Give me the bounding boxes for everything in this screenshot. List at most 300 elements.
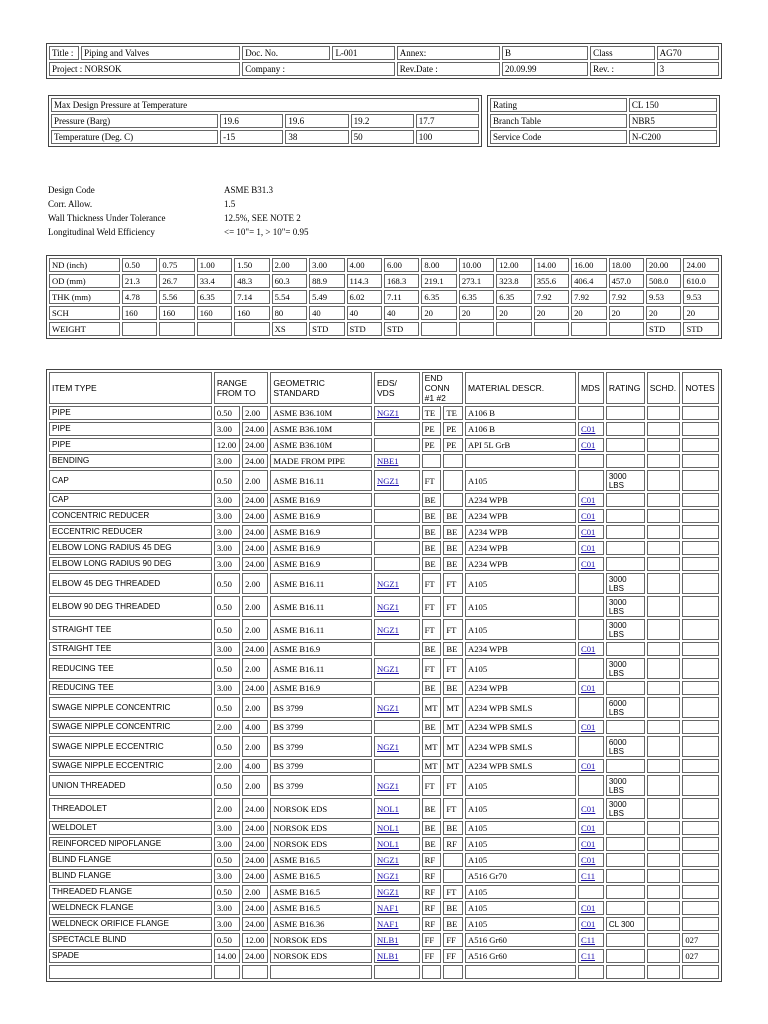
item-row: [49, 869, 719, 883]
material-cell: A105: [465, 837, 576, 851]
end-conn-1-cell: BE: [422, 493, 442, 507]
schd-cell: [647, 885, 681, 899]
mds-link-cell: [578, 681, 604, 695]
range-to-cell: 24.00: [242, 681, 268, 695]
size-cell: 10.00: [459, 258, 494, 272]
title-value: Piping and Valves: [81, 46, 240, 60]
range-from-cell: 14.00: [214, 949, 240, 963]
size-row-label: THK (mm): [49, 290, 120, 304]
rating-cell: [606, 869, 645, 883]
material-cell: A234 WPB: [465, 557, 576, 571]
mds-link-cell: [578, 509, 604, 523]
size-cell: 8.00: [421, 258, 456, 272]
corr-allow-row: [48, 197, 448, 211]
mds-link[interactable]: C01: [581, 803, 596, 814]
rating-cell: 3000 LBS: [606, 596, 645, 617]
rating-label: Rating: [490, 98, 627, 112]
geometric-standard-cell: ASME B16.5: [270, 885, 372, 899]
eds-link[interactable]: NBE1: [377, 456, 399, 466]
material-cell: A105: [465, 658, 576, 679]
notes-cell: [682, 525, 719, 539]
range-to-cell: 24.00: [242, 438, 268, 452]
range-from-cell: 2.00: [214, 798, 240, 819]
schd-cell: [647, 965, 681, 979]
item-row: [49, 438, 719, 452]
range-to-cell: 4.00: [242, 720, 268, 734]
pressure-row: [51, 114, 479, 128]
col-eds-vds-header: EDS/ VDS: [374, 372, 420, 404]
size-cell: 20: [459, 306, 494, 320]
range-from-cell: 3.00: [214, 541, 240, 555]
size-cell: 219.1: [421, 274, 456, 288]
mds-link[interactable]: C01: [581, 722, 596, 732]
schd-cell: [647, 821, 681, 835]
eds-link[interactable]: NAF1: [377, 903, 399, 913]
size-cell: 24.00: [683, 258, 719, 272]
mds-link-cell: [578, 933, 604, 947]
wall-thickness-label: Wall Thickness Under Tolerance: [48, 213, 166, 223]
geometric-standard-cell: NORSOK EDS: [270, 949, 372, 963]
mds-link-cell: [578, 720, 604, 734]
wall-thickness-value: 12.5%, SEE NOTE 2: [224, 213, 301, 223]
size-cell: 457.0: [609, 274, 644, 288]
range-to-cell: 12.00: [242, 933, 268, 947]
geometric-standard-cell: ASME B16.36: [270, 917, 372, 931]
eds-link-cell: [374, 697, 420, 718]
schd-cell: [647, 470, 681, 491]
doc-no-value: L-001: [332, 46, 394, 60]
mds-link-cell: [578, 885, 604, 899]
end-conn-2-cell: [443, 470, 463, 491]
eds-link-cell: [374, 949, 420, 963]
mds-link[interactable]: C01: [581, 855, 596, 865]
geometric-standard-cell: ASME B16.11: [270, 470, 372, 491]
mds-link[interactable]: C01: [581, 761, 596, 771]
eds-link[interactable]: NLB1: [377, 951, 399, 961]
material-cell: A234 WPB SMLS: [465, 720, 576, 734]
end-conn-2-cell: PE: [443, 422, 463, 436]
schd-cell: [647, 736, 681, 757]
end-conn-2-cell: BE: [443, 821, 463, 835]
eds-link[interactable]: NGZ1: [377, 578, 399, 589]
end-conn-1-cell: RF: [422, 853, 442, 867]
eds-link-cell: [374, 933, 420, 947]
mds-link-cell: [578, 821, 604, 835]
material-cell: A234 WPB: [465, 509, 576, 523]
range-to-cell: 24.00: [242, 454, 268, 468]
eds-link[interactable]: NGZ1: [377, 624, 399, 635]
rating-cell: 3000 LBS: [606, 798, 645, 819]
range-from-cell: 3.00: [214, 454, 240, 468]
schd-cell: [647, 422, 681, 436]
mds-link-cell: [578, 454, 604, 468]
item-type-cell: THREADED FLANGE: [49, 885, 212, 899]
pressure-table: [48, 95, 482, 147]
schd-cell: [647, 853, 681, 867]
notes-cell: [682, 470, 719, 491]
doc-no-label: Doc. No.: [242, 46, 330, 60]
eds-link-cell: [374, 642, 420, 656]
eds-link[interactable]: NOL1: [377, 803, 399, 814]
size-cell: 20: [534, 306, 569, 320]
eds-link[interactable]: NAF1: [377, 919, 399, 929]
pressure-label: Pressure (Barg): [51, 114, 218, 128]
pressure-value: 19.6: [220, 114, 283, 128]
mds-link-cell: [578, 949, 604, 963]
end-conn-1-cell: [422, 454, 442, 468]
pressure-heading: Max Design Pressure at Temperature: [51, 98, 479, 112]
notes-cell: [682, 454, 719, 468]
eds-link-cell: [374, 821, 420, 835]
mds-link[interactable]: C01: [581, 919, 596, 929]
range-from-cell: 0.50: [214, 573, 240, 594]
size-cell: 40: [309, 306, 344, 320]
eds-link-cell: [374, 965, 420, 979]
geometric-standard-cell: ASME B16.11: [270, 658, 372, 679]
geometric-standard-cell: ASME B16.5: [270, 869, 372, 883]
geometric-standard-cell: ASME B16.9: [270, 509, 372, 523]
mds-link[interactable]: C11: [581, 935, 596, 945]
range-from-cell: 0.50: [214, 470, 240, 491]
range-from-cell: 3.00: [214, 422, 240, 436]
mds-link[interactable]: C11: [581, 951, 596, 961]
eds-link[interactable]: NGZ1: [377, 601, 399, 612]
eds-link[interactable]: NGZ1: [377, 780, 399, 791]
item-type-cell: ELBOW 45 DEG THREADED: [49, 573, 212, 594]
size-cell: 406.4: [571, 274, 606, 288]
design-code-value: ASME B31.3: [224, 185, 274, 195]
eds-link-cell: [374, 885, 420, 899]
mds-link-cell: [578, 759, 604, 773]
company-label: Company :: [242, 62, 395, 76]
size-cell: 7.92: [534, 290, 569, 304]
rating-cell: [606, 541, 645, 555]
item-row: [49, 573, 719, 594]
mds-link[interactable]: C01: [581, 683, 596, 693]
range-to-cell: 2.00: [242, 885, 268, 899]
rating-cell: [606, 965, 645, 979]
eds-link[interactable]: NGZ1: [377, 702, 399, 713]
notes-cell: [682, 837, 719, 851]
end-conn-1-cell: RF: [422, 917, 442, 931]
material-cell: A106 B: [465, 406, 576, 420]
size-cell: 114.3: [347, 274, 382, 288]
mds-link[interactable]: C01: [581, 559, 596, 569]
rating-cell: [606, 853, 645, 867]
class-value: AG70: [657, 46, 719, 60]
mds-link-cell: [578, 798, 604, 819]
item-type-cell: SPADE: [49, 949, 212, 963]
material-cell: A516 Gr70: [465, 869, 576, 883]
mds-link[interactable]: C01: [581, 527, 596, 537]
geometric-standard-cell: ASME B16.9: [270, 493, 372, 507]
size-cell: STD: [683, 322, 719, 336]
mds-link[interactable]: C01: [581, 839, 596, 849]
notes-cell: [682, 821, 719, 835]
title-label: Title :: [49, 46, 79, 60]
item-type-cell: REINFORCED NIPOFLANGE: [49, 837, 212, 851]
end-conn-1-cell: TE: [422, 406, 442, 420]
size-row: [49, 306, 719, 320]
eds-link-cell: [374, 798, 420, 819]
end-conn-1-cell: FT: [422, 658, 442, 679]
mds-link[interactable]: C01: [581, 903, 596, 913]
size-cell: 160: [234, 306, 269, 320]
notes-cell: [682, 438, 719, 452]
mds-link[interactable]: C01: [581, 543, 596, 553]
size-cell: [609, 322, 644, 336]
temperature-value: -15: [220, 130, 283, 144]
eds-link[interactable]: NGZ1: [377, 887, 399, 897]
end-conn-2-cell: BE: [443, 901, 463, 915]
mds-link[interactable]: C11: [581, 871, 596, 881]
range-to-cell: 24.00: [242, 798, 268, 819]
rating-cell: 6000 LBS: [606, 736, 645, 757]
geometric-standard-cell: NORSOK EDS: [270, 837, 372, 851]
notes-cell: 027: [682, 949, 719, 963]
mds-link[interactable]: C01: [581, 511, 596, 521]
range-from-cell: [214, 965, 240, 979]
col-notes-header: NOTES: [682, 372, 719, 404]
mds-link[interactable]: C01: [581, 644, 596, 654]
end-conn-1-cell: BE: [422, 509, 442, 523]
item-type-cell: WELDNECK ORIFICE FLANGE: [49, 917, 212, 931]
item-row: [49, 837, 719, 851]
item-row: [49, 509, 719, 523]
item-type-cell: WELDOLET: [49, 821, 212, 835]
mds-link[interactable]: C01: [581, 440, 596, 450]
schd-cell: [647, 525, 681, 539]
class-label: Class: [590, 46, 655, 60]
annex-value: B: [502, 46, 588, 60]
items-header-row: [49, 372, 719, 404]
schd-cell: [647, 493, 681, 507]
notes-cell: [682, 885, 719, 899]
range-from-cell: 0.50: [214, 775, 240, 796]
eds-link[interactable]: NGZ1: [377, 408, 399, 418]
pressure-heading-row: [51, 98, 479, 112]
range-to-cell: 2.00: [242, 736, 268, 757]
eds-link[interactable]: NGZ1: [377, 871, 399, 881]
geometric-standard-cell: ASME B16.9: [270, 642, 372, 656]
mds-link[interactable]: C01: [581, 495, 596, 505]
geometric-standard-cell: ASME B36.10M: [270, 422, 372, 436]
eds-link[interactable]: NGZ1: [377, 663, 399, 674]
service-code-row: [490, 130, 717, 144]
rating-cell: [606, 454, 645, 468]
range-from-cell: 3.00: [214, 642, 240, 656]
material-cell: API 5L GrB: [465, 438, 576, 452]
range-to-cell: 24.00: [242, 509, 268, 523]
size-cell: 4.78: [122, 290, 157, 304]
item-row: [49, 681, 719, 695]
range-to-cell: 2.00: [242, 697, 268, 718]
size-cell: 48.3: [234, 274, 269, 288]
rating-value: CL 150: [629, 98, 717, 112]
item-type-cell: ELBOW LONG RADIUS 45 DEG: [49, 541, 212, 555]
rating-cell: 3000 LBS: [606, 470, 645, 491]
material-cell: A516 Gr60: [465, 949, 576, 963]
size-cell: 7.14: [234, 290, 269, 304]
mds-link-cell: [578, 596, 604, 617]
eds-link-cell: [374, 557, 420, 571]
size-cell: 355.6: [534, 274, 569, 288]
size-cell: 88.9: [309, 274, 344, 288]
range-to-cell: 24.00: [242, 557, 268, 571]
material-cell: A105: [465, 775, 576, 796]
range-from-cell: 0.50: [214, 853, 240, 867]
schd-cell: [647, 642, 681, 656]
eds-link-cell: [374, 619, 420, 640]
size-cell: XS: [272, 322, 307, 336]
end-conn-2-cell: FT: [443, 573, 463, 594]
eds-link[interactable]: NGZ1: [377, 741, 399, 752]
item-row: [49, 949, 719, 963]
schd-cell: [647, 949, 681, 963]
eds-link-cell: [374, 658, 420, 679]
end-conn-1-cell: BE: [422, 837, 442, 851]
size-cell: [459, 322, 494, 336]
end-conn-2-cell: FT: [443, 658, 463, 679]
geometric-standard-cell: BS 3799: [270, 736, 372, 757]
size-cell: 40: [347, 306, 382, 320]
material-cell: A234 WPB SMLS: [465, 759, 576, 773]
eds-link[interactable]: NOL1: [377, 823, 399, 833]
schd-cell: [647, 759, 681, 773]
schd-cell: [647, 775, 681, 796]
item-type-cell: BENDING: [49, 454, 212, 468]
pressure-value: 19.2: [351, 114, 414, 128]
size-cell: 6.35: [197, 290, 232, 304]
geometric-standard-cell: NORSOK EDS: [270, 798, 372, 819]
size-cell: 273.1: [459, 274, 494, 288]
size-cell: 26.7: [159, 274, 194, 288]
size-cell: 12.00: [496, 258, 531, 272]
schd-cell: [647, 573, 681, 594]
schd-cell: [647, 541, 681, 555]
rating-cell: [606, 681, 645, 695]
schd-cell: [647, 509, 681, 523]
size-row: [49, 274, 719, 288]
end-conn-1-cell: BE: [422, 681, 442, 695]
eds-link[interactable]: NLB1: [377, 935, 399, 945]
size-row: [49, 322, 719, 336]
col-range-header: RANGE FROM TO: [214, 372, 269, 404]
weld-efficiency-label: Longitudinal Weld Efficiency: [48, 227, 155, 237]
end-conn-1-cell: FT: [422, 470, 442, 491]
size-cell: 0.50: [122, 258, 157, 272]
item-type-cell: STRAIGHT TEE: [49, 619, 212, 640]
item-type-cell: ELBOW LONG RADIUS 90 DEG: [49, 557, 212, 571]
item-row: [49, 736, 719, 757]
mds-link-cell: [578, 619, 604, 640]
range-from-cell: 12.00: [214, 438, 240, 452]
item-row: [49, 596, 719, 617]
end-conn-1-cell: FF: [422, 933, 442, 947]
item-type-cell: SWAGE NIPPLE ECCENTRIC: [49, 759, 212, 773]
geometric-standard-cell: ASME B16.11: [270, 573, 372, 594]
size-cell: [197, 322, 232, 336]
rating-cell: [606, 642, 645, 656]
size-row-label: ND (inch): [49, 258, 120, 272]
schd-cell: [647, 406, 681, 420]
range-from-cell: 2.00: [214, 759, 240, 773]
size-cell: 33.4: [197, 274, 232, 288]
rev-date-value: 20.09.99: [502, 62, 588, 76]
eds-link-cell: [374, 853, 420, 867]
col-material-header: MATERIAL DESCR.: [465, 372, 576, 404]
mds-link-cell: [578, 406, 604, 420]
mds-link[interactable]: C01: [581, 823, 596, 833]
size-cell: 18.00: [609, 258, 644, 272]
header-row-2: [49, 62, 719, 76]
eds-link-cell: [374, 525, 420, 539]
size-cell: 5.54: [272, 290, 307, 304]
mds-link[interactable]: C01: [581, 424, 596, 434]
header-table: [46, 43, 722, 79]
eds-link[interactable]: NGZ1: [377, 475, 399, 486]
rating-cell: [606, 438, 645, 452]
item-type-cell: SPECTACLE BLIND: [49, 933, 212, 947]
size-cell: 5.49: [309, 290, 344, 304]
size-cell: 9.53: [683, 290, 719, 304]
notes-cell: [682, 493, 719, 507]
size-cell: 610.0: [683, 274, 719, 288]
item-type-cell: BLIND FLANGE: [49, 853, 212, 867]
end-conn-2-cell: FT: [443, 619, 463, 640]
item-row: [49, 798, 719, 819]
end-conn-2-cell: MT: [443, 697, 463, 718]
end-conn-2-cell: FT: [443, 798, 463, 819]
mds-link-cell: [578, 642, 604, 656]
size-cell: 7.11: [384, 290, 419, 304]
service-code-label: Service Code: [490, 130, 627, 144]
geometric-standard-cell: ASME B16.9: [270, 541, 372, 555]
eds-link-cell: [374, 917, 420, 931]
end-conn-1-cell: RF: [422, 885, 442, 899]
schd-cell: [647, 557, 681, 571]
end-conn-2-cell: BE: [443, 541, 463, 555]
item-type-cell: SWAGE NIPPLE ECCENTRIC: [49, 736, 212, 757]
eds-link[interactable]: NOL1: [377, 839, 399, 849]
item-type-cell: SWAGE NIPPLE CONCENTRIC: [49, 720, 212, 734]
service-code-value: N-C200: [629, 130, 717, 144]
end-conn-2-cell: BE: [443, 681, 463, 695]
corr-allow-value: 1.5: [224, 199, 236, 209]
size-cell: 20: [421, 306, 456, 320]
end-conn-2-cell: FT: [443, 596, 463, 617]
size-cell: STD: [347, 322, 382, 336]
size-cell: 160: [122, 306, 157, 320]
end-conn-2-cell: BE: [443, 642, 463, 656]
end-conn-1-cell: FT: [422, 619, 442, 640]
temperature-value: 50: [351, 130, 414, 144]
size-cell: 168.3: [384, 274, 419, 288]
item-type-cell: UNION THREADED: [49, 775, 212, 796]
size-cell: 7.92: [571, 290, 606, 304]
rating-cell: 3000 LBS: [606, 658, 645, 679]
notes-cell: [682, 869, 719, 883]
col-mds-header: MDS: [578, 372, 604, 404]
items-table: [46, 369, 722, 982]
material-cell: A105: [465, 573, 576, 594]
eds-link[interactable]: NGZ1: [377, 855, 399, 865]
size-cell: STD: [384, 322, 419, 336]
end-conn-1-cell: BE: [422, 557, 442, 571]
range-to-cell: 24.00: [242, 525, 268, 539]
geometric-standard-cell: ASME B16.5: [270, 853, 372, 867]
size-cell: 5.56: [159, 290, 194, 304]
